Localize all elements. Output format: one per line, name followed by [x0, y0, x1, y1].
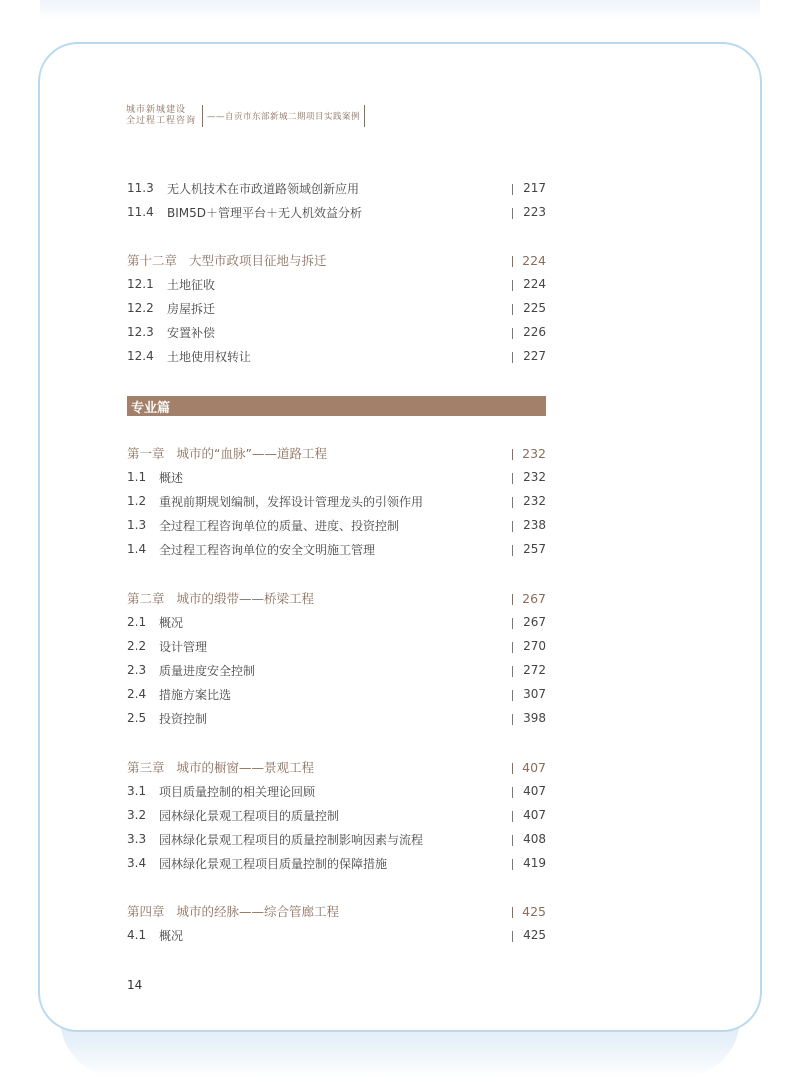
toc-entry-page: 257 — [512, 542, 546, 556]
toc-entry-number: 2.1 — [127, 615, 147, 629]
toc-entry[interactable] — [127, 636, 546, 656]
toc-entry-number: 2.5 — [127, 711, 147, 725]
header-subtitle: ——自贡市东部新城二期项目实践案例 — [207, 112, 361, 122]
toc-chapter[interactable] — [127, 901, 546, 921]
toc-chapter-page: 232 — [512, 446, 546, 461]
page-number: 14 — [127, 978, 143, 992]
toc-entry-title: 设计管理 — [159, 639, 208, 654]
toc-entry-title: 全过程工程咨询单位的质量、进度、投资控制 — [159, 518, 400, 533]
toc-entry-title: 投资控制 — [159, 711, 208, 726]
toc-chapter-number: 第二章 — [127, 591, 165, 606]
toc-entry-number: 2.4 — [127, 687, 147, 701]
toc-entry-number: 2.3 — [127, 663, 147, 677]
toc-entry-title: 土地使用权转让 — [167, 349, 252, 364]
toc-entry-page: 398 — [512, 711, 546, 725]
toc-entry-number: 1.1 — [127, 470, 147, 484]
toc-entry-number: 3.1 — [127, 784, 147, 798]
toc-chapter-page: 267 — [512, 591, 546, 606]
toc-entry[interactable] — [127, 178, 546, 198]
toc-entry-title: 园林绿化景观工程项目的质量控制影响因素与流程 — [159, 832, 424, 847]
toc-entry[interactable] — [127, 322, 546, 342]
header-brand-line1: 城市新城建设 — [126, 105, 187, 115]
toc-entry[interactable] — [127, 491, 546, 511]
toc-entry-title: 项目质量控制的相关理论回顾 — [159, 784, 316, 799]
header-end-divider — [364, 105, 365, 127]
toc-entry-page: 224 — [512, 277, 546, 291]
toc-entry-title: 重视前期规划编制，发挥设计管理龙头的引领作用 — [159, 494, 424, 509]
header-brand-line2: 全过程工程咨询 — [126, 116, 197, 126]
section-heading — [127, 396, 546, 416]
toc-entry-title: 概况 — [159, 615, 184, 630]
toc-entry[interactable] — [127, 925, 546, 945]
running-header — [126, 104, 365, 128]
toc-entry-title: 全过程工程咨询单位的安全文明施工管理 — [159, 542, 376, 557]
toc-chapter-number: 第四章 — [127, 904, 165, 919]
header-brand — [126, 105, 196, 127]
toc-entry-title: BIM5D＋管理平台＋无人机效益分析 — [167, 205, 363, 220]
toc-entry-page: 227 — [512, 349, 546, 363]
toc-chapter-number: 第三章 — [127, 760, 165, 775]
toc-entry-number: 1.2 — [127, 494, 147, 508]
toc-entry[interactable] — [127, 829, 546, 849]
toc-entry-title: 措施方案比选 — [159, 687, 232, 702]
toc-entry-title: 房屋拆迁 — [167, 301, 216, 316]
toc-entry-page: 407 — [512, 808, 546, 822]
toc-chapter-page: 407 — [512, 760, 546, 775]
toc-entry[interactable] — [127, 274, 546, 294]
toc-entry[interactable] — [127, 853, 546, 873]
toc-entry-number: 3.2 — [127, 808, 147, 822]
toc-chapter[interactable] — [127, 250, 546, 270]
toc-entry-page: 425 — [512, 928, 546, 942]
toc-entry[interactable] — [127, 708, 546, 728]
toc-entry[interactable] — [127, 346, 546, 366]
toc-entry-number: 11.4 — [127, 205, 154, 219]
toc-entry-number: 4.1 — [127, 928, 147, 942]
toc-entry-number: 12.2 — [127, 301, 154, 315]
toc-chapter-title: 城市的缎带——桥梁工程 — [176, 591, 315, 606]
toc-entry[interactable] — [127, 805, 546, 825]
toc-entry[interactable] — [127, 612, 546, 632]
toc-entry-number: 12.1 — [127, 277, 154, 291]
toc-entry[interactable] — [127, 539, 546, 559]
toc-entry-page: 238 — [512, 518, 546, 532]
toc-entry-title: 园林绿化景观工程项目质量控制的保障措施 — [159, 856, 388, 871]
toc-entry-number: 2.2 — [127, 639, 147, 653]
toc-chapter-title: 城市的橱窗——景观工程 — [176, 760, 315, 775]
toc-entry-number: 11.3 — [127, 181, 154, 195]
toc-chapter-number: 第十二章 — [127, 253, 178, 268]
toc-entry-number: 3.3 — [127, 832, 147, 846]
toc-entry-page: 225 — [512, 301, 546, 315]
toc-entry[interactable] — [127, 298, 546, 318]
toc-chapter-title: 城市的经脉——综合管廊工程 — [176, 904, 340, 919]
toc-entry-number: 12.4 — [127, 349, 154, 363]
toc-entry[interactable] — [127, 202, 546, 222]
toc-chapter[interactable] — [127, 757, 546, 777]
toc-entry[interactable] — [127, 467, 546, 487]
toc-entry-title: 土地征收 — [167, 277, 216, 292]
toc-entry-title: 园林绿化景观工程项目的质量控制 — [159, 808, 340, 823]
toc-entry-page: 407 — [512, 784, 546, 798]
toc-entry[interactable] — [127, 660, 546, 680]
toc-entry-number: 3.4 — [127, 856, 147, 870]
toc-chapter[interactable] — [127, 588, 546, 608]
toc-entry-number: 12.3 — [127, 325, 154, 339]
toc-chapter[interactable] — [127, 443, 546, 463]
toc-entry-page: 232 — [512, 494, 546, 508]
toc-entry-page: 226 — [512, 325, 546, 339]
toc-chapter-page: 224 — [512, 253, 546, 268]
toc-entry-page: 270 — [512, 639, 546, 653]
toc-entry-number: 1.3 — [127, 518, 147, 532]
toc-entry-title: 安置补偿 — [167, 325, 216, 340]
toc-entry-title: 质量进度安全控制 — [159, 663, 256, 678]
header-divider — [202, 105, 203, 127]
toc-entry-page: 217 — [512, 181, 546, 195]
toc-entry-title: 概况 — [159, 928, 184, 943]
toc-entry[interactable] — [127, 781, 546, 801]
toc-entry-number: 1.4 — [127, 542, 147, 556]
toc-entry-page: 408 — [512, 832, 546, 846]
toc-entry-title: 无人机技术在市政道路领域创新应用 — [167, 181, 360, 196]
toc-entry-page: 419 — [512, 856, 546, 870]
toc-entry-title: 概述 — [159, 470, 184, 485]
toc-chapter-title: 大型市政项目征地与拆迁 — [189, 253, 327, 268]
toc-entry-page: 272 — [512, 663, 546, 677]
toc-entry-page: 232 — [512, 470, 546, 484]
top-shadow — [40, 0, 760, 20]
toc-chapter-title: 城市的“血脉”——道路工程 — [176, 446, 327, 461]
toc-chapter-number: 第一章 — [127, 446, 165, 461]
section-heading-title: 专业篇 — [131, 400, 171, 416]
toc-entry[interactable] — [127, 684, 546, 704]
toc-entry-page: 267 — [512, 615, 546, 629]
toc-entry[interactable] — [127, 515, 546, 535]
toc-entry-page: 307 — [512, 687, 546, 701]
toc-entry-page: 223 — [512, 205, 546, 219]
toc-chapter-page: 425 — [512, 904, 546, 919]
